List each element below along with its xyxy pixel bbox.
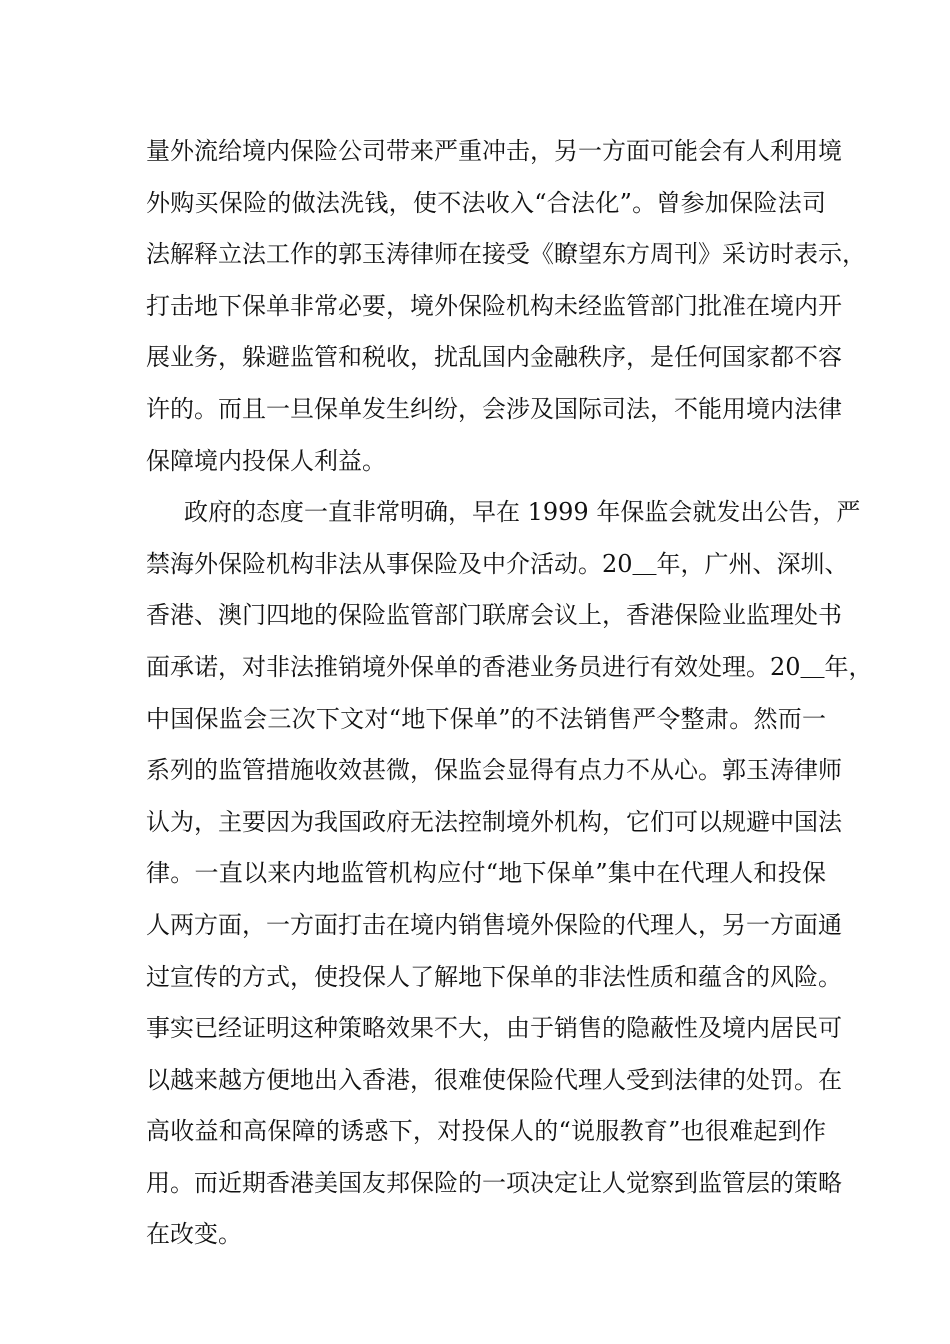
text-line: 事实已经证明这种策略效果不大，由于销售的隐蔽性及境内居民可	[146, 1014, 842, 1043]
text-line: 过宣传的方式，使投保人了解地下保单的非法性质和蕴含的风险。	[146, 962, 842, 991]
text-line: 量外流给境内保险公司带来严重冲击，另一方面可能会有人利用境	[146, 137, 842, 165]
text-line: 打击地下保单非常必要，境外保险机构未经监管部门批准在境内开	[146, 291, 842, 320]
text-line: 展业务，躲避监管和税收，扰乱国内金融秩序，是任何国家都不容	[146, 343, 842, 372]
text-line: 香港、澳门四地的保险监管部门联席会议上，香港保险业监理处书	[146, 601, 842, 630]
document-body	[146, 131, 873, 1266]
paragraph-first-line: 政府的态度一直非常明确，早在 1999 年保监会就发出公告，严	[184, 498, 861, 527]
text-line: 中国保监会三次下文对“地下保单”的不法销售严令整肃。然而一	[146, 704, 826, 733]
text-line: 以越来越方便地出入香港，很难使保险代理人受到法律的处罚。在	[146, 1065, 842, 1094]
text-line: 外购买保险的做法洗钱，使不法收入“合法化”。曾参加保险法司	[146, 188, 826, 217]
text-line: 高收益和高保障的诱惑下，对投保人的“说服教育”也很难起到作	[146, 1117, 826, 1146]
text-line: 用。而近期香港美国友邦保险的一项决定让人觉察到监管层的策略	[146, 1168, 842, 1197]
text-line: 律。一直以来内地监管机构应付“地下保单”集中在代理人和投保	[146, 859, 826, 888]
text-line: 认为，主要因为我国政府无法控制境外机构，它们可以规避中国法	[146, 807, 842, 836]
text-line: 法解释立法工作的郭玉涛律师在接受《瞭望东方周刊》采访时表示，	[146, 240, 866, 269]
text-line: 许的。而且一旦保单发生纠纷，会涉及国际司法，不能用境内法律	[146, 394, 842, 423]
text-line: 系列的监管措施收效甚微，保监会显得有点力不从心。郭玉涛律师	[146, 756, 842, 785]
paragraph-end-line: 在改变。	[146, 1220, 242, 1249]
text-line: 面承诺，对非法推销境外保单的香港业务员进行有效处理。20＿年，	[146, 652, 873, 681]
paragraph-end-line: 保障境内投保人利益。	[146, 446, 386, 475]
text-line: 禁海外保险机构非法从事保险及中介活动。20＿年，广州、深圳、	[146, 549, 849, 578]
text-line: 人两方面，一方面打击在境内销售境外保险的代理人，另一方面通	[146, 910, 842, 939]
